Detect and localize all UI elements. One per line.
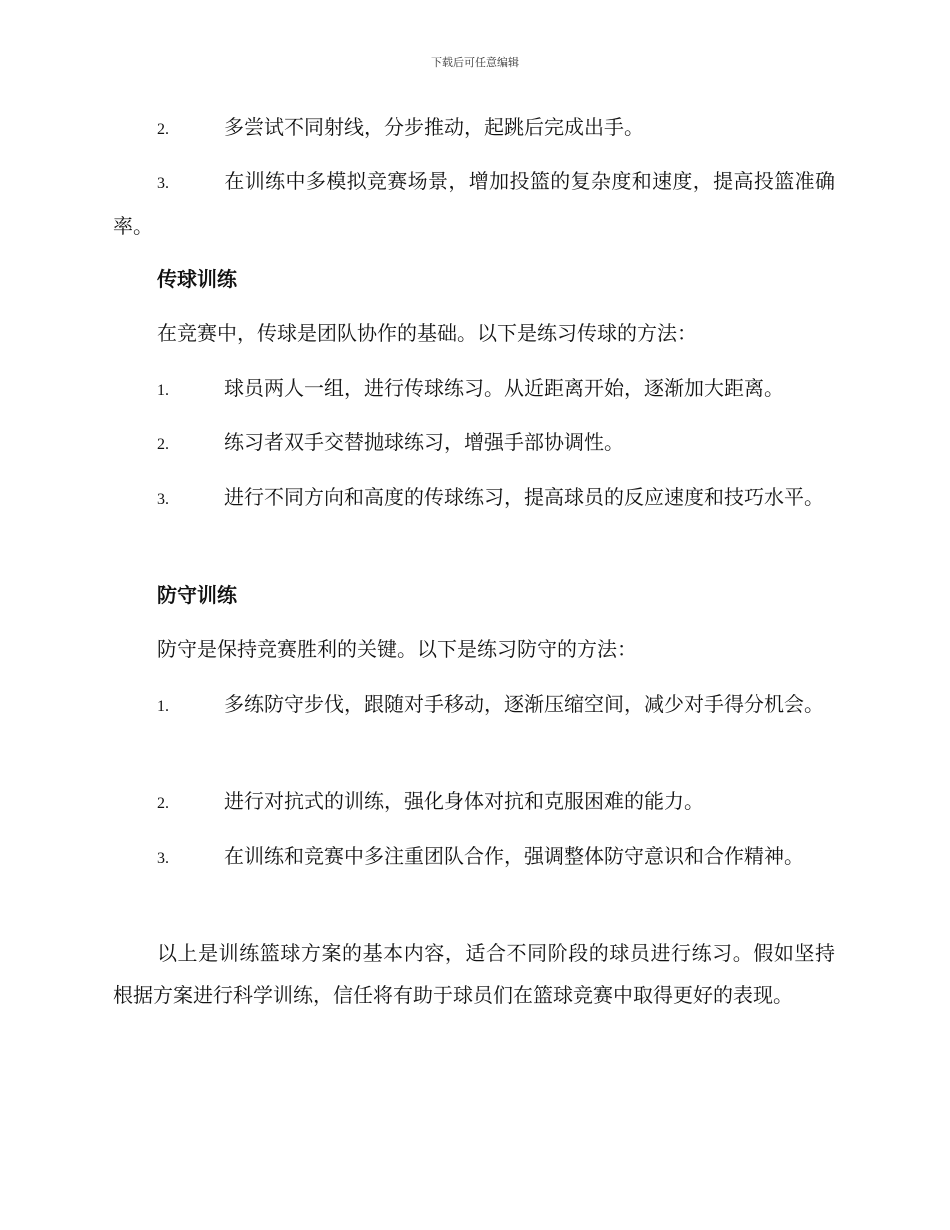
list-number: 3. [157,491,169,508]
list-number: 2. [157,121,169,138]
section-heading-passing: 传球训练 [157,267,237,291]
list-text: 进行对抗式的训练，强化身体对抗和克服困难的能力。 [224,789,704,813]
list-text: 在训练中多模拟竞赛场景，增加投篮的复杂度和速度，提高投篮准确率。 [113,169,835,238]
conclusion-text: 以上是训练篮球方案的基本内容，适合不同阶段的球员进行练习。假如坚持根据方案进行科学训练，信任将有助于球员们在篮球竞赛中取得更好的表现。 [113,941,835,1007]
list-item [113,835,835,880]
list-number: 2. [157,436,169,453]
section-heading-defense: 防守训练 [157,583,237,607]
list-item [113,421,835,466]
list-text: 多尝试不同射线，分步推动，起跳后完成出手。 [224,115,644,139]
list-item [113,683,835,728]
list-item [113,476,835,521]
list-text: 球员两人一组，进行传球练习。从近距离开始，逐渐加大距离。 [224,376,784,400]
intro-text: 在竞赛中，传球是团队协作的基础。以下是练习传球的方法： [157,321,697,345]
list-item [113,106,835,151]
list-text: 进行不同方向和高度的传球练习，提高球员的反应速度和技巧水平。 [224,485,824,509]
conclusion-paragraph [113,932,835,1016]
intro-text: 防守是保持竞赛胜利的关键。以下是练习防守的方法： [157,637,637,661]
list-number: 3. [157,850,169,867]
list-item [113,780,835,825]
list-number: 3. [157,175,169,192]
section-intro [113,628,835,670]
list-text: 在训练和竞赛中多注重团队合作，强调整体防守意识和合作精神。 [224,844,804,868]
page-header: 下载后可任意编辑 [431,56,519,69]
list-number: 1. [157,382,169,399]
list-item [113,160,835,247]
list-text: 练习者双手交替抛球练习，增强手部协调性。 [224,430,624,454]
list-number: 1. [157,698,169,715]
list-item [113,367,835,412]
list-number: 2. [157,795,169,812]
list-text: 多练防守步伐，跟随对手移动，逐渐压缩空间，减少对手得分机会。 [224,692,824,716]
section-intro [113,312,835,354]
